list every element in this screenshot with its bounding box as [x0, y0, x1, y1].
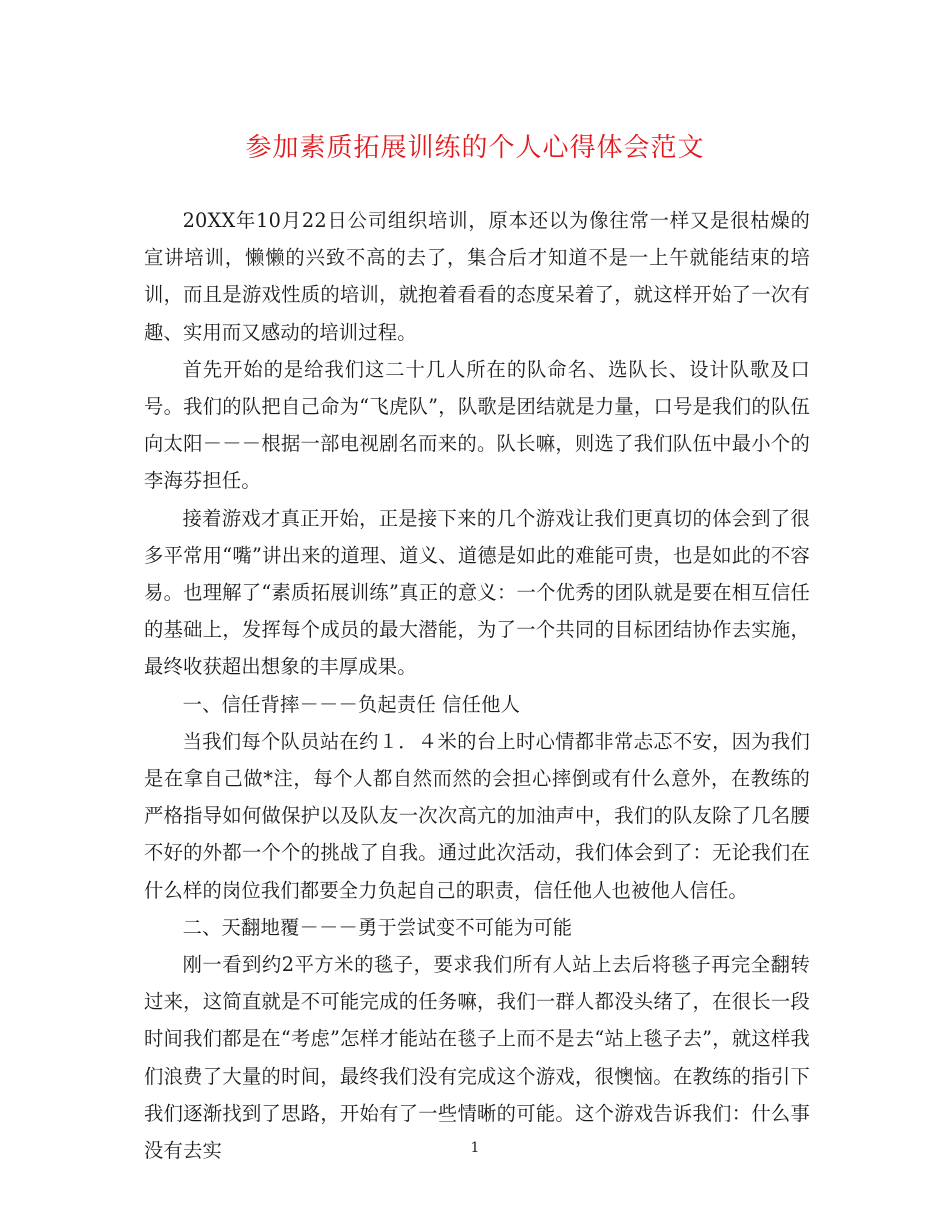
document-body [144, 202, 810, 1169]
paragraph-blanket-flip: 刚一看到约2平方米的毯子，要求我们所有人站上去后将毯子再完全翻转过来，这简直就是不可能完成的任务嘛，我们一群人都没头绪了，在很长一段时间我们都是在“考虑”怎样才能站在毯子上而不是去“站上毯子去”，就这样我们浪费了大量的时间，最终我们没有完成这个游戏，很懊恼。在教练的指引下我们逐渐找到了思路，开始有了一些情晰的可能。这个游戏告诉我们：什么事没有去实 [144, 953, 810, 1163]
page-number: 1 [470, 1140, 480, 1156]
paragraph-team-naming: 首先开始的是给我们这二十几人所在的队命名、选队长、设计队歌及口号。我们的队把自己命为“飞虎队”，队歌是团结就是力量，口号是我们的队伍向太阳－－－根据一部电视剧名而来的。队长嘛，则选了我们队伍中最小个的李海芬担任。 [144, 357, 810, 493]
document-title: 参加素质拓展训练的个人心得体会范文 [245, 133, 705, 163]
paragraph-trust-fall: 当我们每个队员站在约１．４米的台上时心情都非常忐忑不安，因为我们是在拿自己做*注，每个人都自然而然的会担心摔倒或有什么意外，在教练的严格指导如何做保护以及队友一次次高亢的加油声中，我们的队友除了几名腰不好的外都一个个的挑战了自我。通过此次活动，我们体会到了：无论我们在什么样的岗位我们都要全力负起自己的职责，信任他人也被他人信任。 [144, 729, 810, 902]
section-heading-blanket-flip: 二、天翻地覆－－－勇于尝试变不可能为可能 [182, 915, 573, 939]
paragraph-games-meaning: 接着游戏才真正开始，正是接下来的几个游戏让我们更真切的体会到了很多平常用“嘴”讲出来的道理、道义、道德是如此的难能可贵，也是如此的不容易。也理解了“素质拓展训练”真正的意义：一个优秀的团队就是要在相互信任的基础上，发挥每个成员的最大潜能，为了一个共同的目标团结协作去实施，最终收获超出想象的丰厚成果。 [144, 506, 810, 679]
paragraph-intro: 20XX年10月22日公司组织培训，原本还以为像往常一样又是很枯燥的宣讲培训，懒懒的兴致不高的去了，集合后才知道不是一上午就能结束的培训，而且是游戏性质的培训，就抱着看看的态度呆着了，就这样开始了一次有趣、实用而又感动的培训过程。 [144, 209, 810, 344]
section-heading-trust-fall: 一、信任背摔－－－负起责任 信任他人 [182, 692, 521, 716]
